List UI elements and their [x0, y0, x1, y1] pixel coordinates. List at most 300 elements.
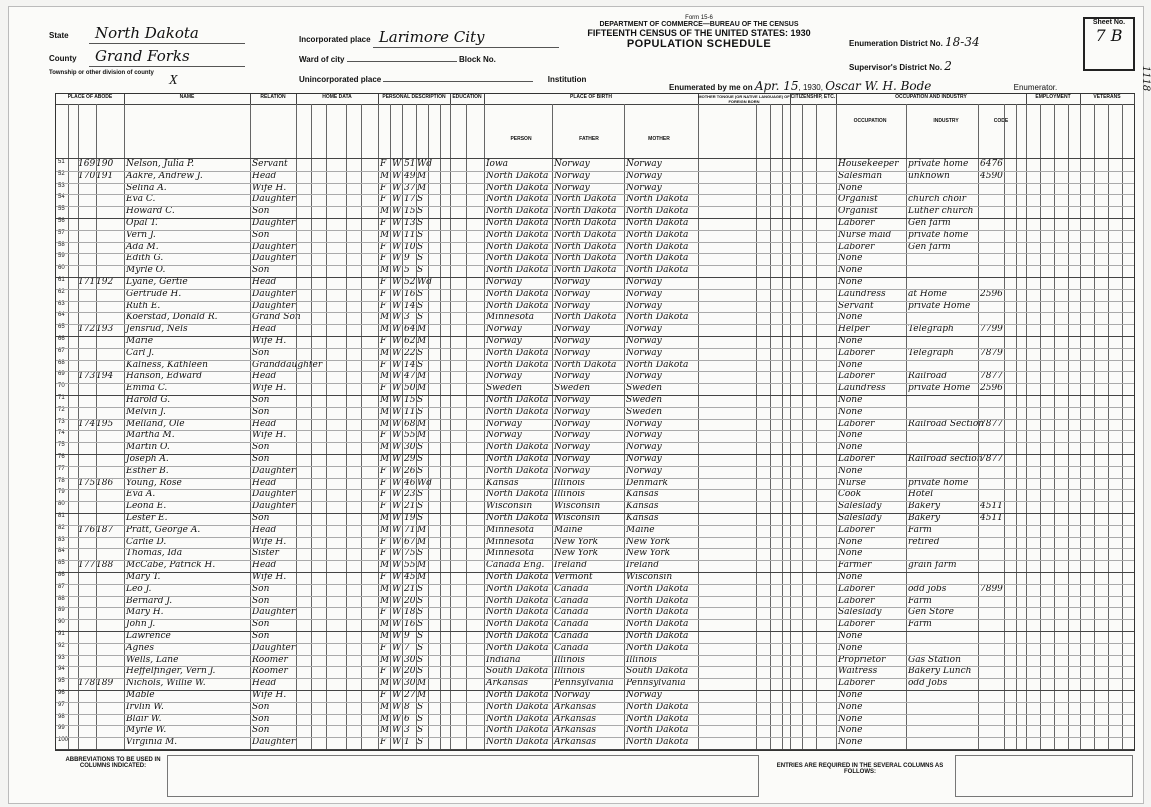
- relation: Grand Son: [252, 312, 301, 323]
- row-rule: [56, 218, 1134, 219]
- column-line: [68, 104, 69, 749]
- line-number: 80: [58, 501, 65, 508]
- race: W: [392, 371, 402, 382]
- sheet-number-box: [1083, 17, 1135, 71]
- sex: F: [380, 572, 387, 582]
- age: 7: [404, 642, 410, 653]
- marital-status: M: [417, 182, 427, 193]
- birthplace-mother: Norway: [626, 690, 662, 700]
- table-row: [56, 349, 1134, 359]
- birthplace-mother: Illinois: [626, 654, 657, 665]
- entries-heading: ENTRIES ARE REQUIRED IN THE SEVERAL COLUMNS AS FOLLOWS:: [776, 763, 944, 775]
- row-rule: [56, 702, 1134, 703]
- birthplace-mother: Ireland: [626, 560, 659, 571]
- birthplace-father: Norway: [554, 395, 590, 405]
- age: 15: [404, 395, 416, 405]
- relation: Daughter: [252, 642, 296, 653]
- birthplace-father: Pennsylvania: [554, 678, 614, 689]
- line-number: 84: [58, 548, 65, 555]
- industry: Bakery: [908, 501, 941, 512]
- birthplace-person: North Dakota: [486, 489, 549, 500]
- birthplace-mother: North Dakota: [626, 725, 689, 736]
- person-name: Blair W.: [126, 713, 162, 724]
- line-number: 88: [58, 595, 65, 602]
- birthplace-father: Illinois: [554, 477, 585, 488]
- row-rule: [56, 572, 1134, 573]
- relation: Head: [252, 371, 277, 382]
- table-row: [56, 620, 1134, 630]
- birthplace-mother: Norway: [626, 430, 662, 441]
- race: W: [392, 312, 402, 323]
- column-line: [978, 104, 979, 749]
- sex: F: [380, 607, 387, 618]
- industry: Farm: [908, 524, 932, 535]
- person-name: Marie: [126, 336, 154, 346]
- marital-status: Wd: [417, 477, 433, 488]
- marital-status: M: [417, 383, 427, 394]
- line-number: 54: [58, 194, 65, 201]
- relation: Daughter: [252, 607, 296, 618]
- family-number: 190: [96, 159, 114, 169]
- person-name: Mary T.: [126, 572, 161, 582]
- column-line: [440, 104, 441, 749]
- race: W: [392, 395, 402, 405]
- family-number: 192: [96, 277, 114, 287]
- dwelling-number: 176: [78, 524, 96, 535]
- birthplace-mother: North Dakota: [626, 312, 689, 323]
- relation: Daughter: [252, 300, 296, 311]
- birthplace-mother: North Dakota: [626, 583, 689, 594]
- entries-box: [955, 755, 1133, 797]
- row-rule: [56, 560, 1134, 561]
- birthplace-mother: New York: [626, 536, 671, 547]
- race: W: [392, 536, 402, 547]
- relation: Roomer: [252, 666, 288, 677]
- row-rule: [56, 348, 1134, 349]
- relation: Granddaughter: [252, 359, 323, 370]
- line-number: 65: [58, 324, 65, 331]
- birthplace-mother: Norway: [626, 347, 662, 358]
- relation: Head: [252, 170, 277, 181]
- relation: Daughter: [252, 253, 296, 264]
- birthplace-person: North Dakota: [486, 595, 549, 606]
- person-name: Edith G.: [126, 253, 164, 264]
- age: 30: [404, 654, 416, 665]
- birthplace-father: North Dakota: [554, 206, 617, 217]
- occupation-code: 7877: [980, 418, 1003, 429]
- line-number: 97: [58, 701, 65, 708]
- sex: M: [380, 442, 390, 453]
- occupation: None: [838, 631, 863, 641]
- relation: Wife H.: [252, 690, 287, 700]
- sex: F: [380, 383, 387, 394]
- birthplace-person: North Dakota: [486, 288, 549, 299]
- state-value: North Dakota: [89, 23, 245, 44]
- group-employment: EMPLOYMENT: [1026, 94, 1081, 105]
- birthplace-person: Norway: [486, 418, 522, 429]
- column-line: [402, 104, 403, 749]
- table-row: [56, 656, 1134, 666]
- occupation: Saleslady: [838, 607, 882, 618]
- marital-status: S: [417, 725, 424, 736]
- birthplace-mother: North Dakota: [626, 642, 689, 653]
- birthplace-person: North Dakota: [486, 442, 549, 453]
- age: 27: [404, 690, 416, 700]
- enum-district-value: 18-34: [945, 35, 980, 49]
- race: W: [392, 265, 402, 276]
- age: 30: [404, 442, 416, 453]
- relation: Son: [252, 454, 270, 464]
- row-rule: [56, 513, 1134, 514]
- birthplace-person: North Dakota: [486, 690, 549, 700]
- row-rule: [56, 607, 1134, 608]
- race: W: [392, 713, 402, 724]
- row-rule: [56, 749, 1134, 750]
- birthplace-father: Wisconsin: [554, 513, 601, 523]
- birthplace-person: North Dakota: [486, 206, 549, 217]
- margin-stamp: 1118: [1140, 65, 1151, 92]
- table-row: [56, 254, 1134, 264]
- county-value: Grand Forks: [89, 46, 245, 67]
- age: 71: [404, 524, 416, 535]
- race: W: [392, 206, 402, 217]
- industry: Railroad section: [908, 454, 983, 464]
- person-name: Mable: [126, 690, 155, 700]
- sex: M: [380, 524, 390, 535]
- row-rule: [56, 596, 1134, 597]
- age: 8: [404, 701, 410, 712]
- birthplace-person: North Dakota: [486, 194, 549, 205]
- relation: Head: [252, 560, 277, 571]
- age: 19: [404, 513, 416, 523]
- birthplace-father: Norway: [554, 336, 590, 346]
- table-row: [56, 703, 1134, 713]
- birthplace-mother: North Dakota: [626, 713, 689, 724]
- schedule-title: POPULATION SCHEDULE: [626, 38, 772, 50]
- table-row: [56, 231, 1134, 241]
- birthplace-mother: Sweden: [626, 406, 663, 417]
- table-row: [56, 443, 1134, 453]
- enumerated-label: Enumerated by me on: [669, 83, 753, 92]
- column-line: [1094, 104, 1095, 749]
- row-rule: [56, 537, 1134, 538]
- birthplace-father: North Dakota: [554, 265, 617, 276]
- birthplace-mother: Norway: [626, 288, 662, 299]
- birthplace-father: Norway: [554, 324, 590, 335]
- person-name: Melland, Ole: [126, 418, 185, 429]
- race: W: [392, 678, 402, 689]
- table-row: [56, 172, 1134, 182]
- age: 11: [404, 229, 416, 240]
- birthplace-person: Minnesota: [486, 548, 535, 559]
- birthplace-person: North Dakota: [486, 513, 549, 523]
- relation: Son: [252, 406, 270, 417]
- birthplace-mother: Sweden: [626, 395, 663, 405]
- birthplace-father: Sweden: [554, 383, 591, 394]
- age: 6: [404, 713, 410, 724]
- table-row: [56, 632, 1134, 642]
- birthplace-father: Canada: [554, 595, 589, 606]
- birthplace-mother: North Dakota: [626, 359, 689, 370]
- dwelling-number: 173: [78, 371, 96, 382]
- marital-status: S: [417, 265, 424, 276]
- occupation: Organist: [838, 206, 878, 217]
- race: W: [392, 300, 402, 311]
- line-number: 69: [58, 371, 65, 378]
- age: 55: [404, 560, 416, 571]
- birthplace-father: Illinois: [554, 489, 585, 500]
- table-row: [56, 644, 1134, 654]
- sex: M: [380, 312, 390, 323]
- birthplace-person: North Dakota: [486, 170, 549, 181]
- occupation-code: 4511: [980, 501, 1003, 512]
- person-name: Jensrud, Nels: [126, 324, 188, 335]
- column-line: [311, 104, 312, 749]
- row-rule: [56, 371, 1134, 372]
- person-name: Esther B.: [126, 465, 169, 476]
- line-number: 76: [58, 454, 65, 460]
- row-rule: [56, 430, 1134, 431]
- col-code: CODE: [993, 118, 1009, 124]
- row-rule: [56, 171, 1134, 172]
- table-row: [56, 679, 1134, 689]
- column-line: [124, 104, 125, 749]
- race: W: [392, 170, 402, 181]
- line-number: 98: [58, 713, 65, 720]
- table-row: [56, 585, 1134, 595]
- row-rule: [56, 737, 1134, 738]
- group-occupation: OCCUPATION AND INDUSTRY: [836, 94, 1027, 105]
- birthplace-father: Norway: [554, 159, 590, 169]
- line-number: 94: [58, 666, 65, 673]
- birthplace-mother: Wisconsin: [626, 572, 673, 582]
- row-rule: [56, 525, 1134, 526]
- birthplace-person: North Dakota: [486, 218, 549, 228]
- column-line: [698, 104, 699, 749]
- person-name: Carlie D.: [126, 536, 167, 547]
- table-row: [56, 290, 1134, 300]
- birthplace-father: Norway: [554, 371, 590, 382]
- industry: Hotel: [908, 489, 934, 500]
- marital-status: S: [417, 442, 424, 453]
- person-name: Harold G.: [126, 395, 171, 405]
- row-rule: [56, 678, 1134, 679]
- birthplace-father: Norway: [554, 347, 590, 358]
- marital-status: S: [417, 489, 424, 500]
- relation: Head: [252, 277, 277, 287]
- group-name: NAME: [124, 94, 251, 105]
- race: W: [392, 406, 402, 417]
- line-number: 53: [58, 182, 65, 189]
- race: W: [392, 631, 402, 641]
- birthplace-father: Norway: [554, 300, 590, 311]
- industry: unknown: [908, 170, 950, 181]
- birthplace-mother: North Dakota: [626, 218, 689, 228]
- occupation-code: 2596: [980, 288, 1003, 299]
- birthplace-person: North Dakota: [486, 300, 549, 311]
- relation: Son: [252, 347, 270, 358]
- birthplace-father: Arkansas: [554, 737, 597, 748]
- age: 46: [404, 477, 416, 488]
- birthplace-father: Illinois: [554, 654, 585, 665]
- column-line: [96, 104, 97, 749]
- relation: Son: [252, 513, 270, 523]
- race: W: [392, 442, 402, 453]
- row-rule: [56, 548, 1134, 549]
- marital-status: M: [417, 430, 427, 441]
- table-row: [56, 160, 1134, 170]
- person-name: Bernard J.: [126, 595, 173, 606]
- occupation-code: 7899: [980, 583, 1003, 594]
- birthplace-mother: North Dakota: [626, 631, 689, 641]
- occupation: Laborer: [838, 347, 875, 358]
- occupation: Laborer: [838, 371, 875, 382]
- marital-status: M: [417, 524, 427, 535]
- relation: Daughter: [252, 465, 296, 476]
- line-number: 85: [58, 560, 65, 567]
- birthplace-mother: Norway: [626, 324, 662, 335]
- marital-status: M: [417, 678, 427, 689]
- row-rule: [56, 395, 1134, 396]
- sex: M: [380, 324, 390, 335]
- birthplace-father: Norway: [554, 170, 590, 181]
- table-row: [56, 431, 1134, 441]
- group-education: EDUCATION: [450, 94, 485, 105]
- race: W: [392, 454, 402, 464]
- table-row: [56, 337, 1134, 347]
- industry: grain farm: [908, 560, 957, 571]
- column-line: [1004, 104, 1005, 749]
- dwelling-number: 171: [78, 277, 96, 287]
- birthplace-person: Wisconsin: [486, 501, 533, 512]
- dwelling-number: 172: [78, 324, 96, 335]
- table-row: [56, 207, 1134, 217]
- person-name: Leo J.: [126, 583, 152, 594]
- marital-status: M: [417, 418, 427, 429]
- marital-status: S: [417, 501, 424, 512]
- relation: Roomer: [252, 654, 288, 665]
- person-name: Carl J.: [126, 347, 155, 358]
- enumerated-date: Apr. 15: [754, 79, 799, 93]
- occupation: Laborer: [838, 583, 875, 594]
- table-row: [56, 361, 1134, 371]
- person-name: Emma C.: [126, 383, 168, 394]
- family-number: 191: [96, 170, 114, 181]
- race: W: [392, 324, 402, 335]
- occupation: Laborer: [838, 524, 875, 535]
- marital-status: S: [417, 701, 424, 712]
- marital-status: S: [417, 229, 424, 240]
- birthplace-person: North Dakota: [486, 583, 549, 594]
- header-rule: [56, 158, 1134, 159]
- family-number: 186: [96, 477, 114, 488]
- race: W: [392, 690, 402, 700]
- group-relation: RELATION: [250, 94, 297, 105]
- sex: F: [380, 536, 387, 547]
- birthplace-person: North Dakota: [486, 347, 549, 358]
- column-line: [802, 104, 803, 749]
- row-rule: [56, 619, 1134, 620]
- person-name: Heffelfinger, Vern J.: [126, 666, 216, 677]
- birthplace-mother: North Dakota: [626, 607, 689, 618]
- age: 17: [404, 194, 416, 205]
- sex: M: [380, 513, 390, 523]
- column-line: [428, 104, 429, 749]
- person-name: Agnes: [126, 642, 155, 653]
- occupation: Nurse: [838, 477, 866, 488]
- relation: Wife H.: [252, 383, 287, 394]
- occupation-code: 7877: [980, 454, 1003, 464]
- birthplace-mother: Norway: [626, 159, 662, 169]
- line-number: 67: [58, 347, 65, 354]
- line-number: 72: [58, 406, 65, 413]
- birthplace-person: Norway: [486, 371, 522, 382]
- age: 21: [404, 583, 416, 594]
- race: W: [392, 430, 402, 441]
- column-line: [624, 104, 625, 749]
- row-rule: [56, 242, 1134, 243]
- race: W: [392, 548, 402, 559]
- occupation: Laborer: [838, 218, 875, 228]
- row-rule: [56, 194, 1134, 195]
- marital-status: S: [417, 737, 424, 748]
- marital-status: M: [417, 536, 427, 547]
- birthplace-person: Norway: [486, 277, 522, 287]
- age: 62: [404, 336, 416, 346]
- birthplace-mother: Kansas: [626, 501, 659, 512]
- line-number: 66: [58, 336, 65, 342]
- marital-status: S: [417, 595, 424, 606]
- line-number: 92: [58, 642, 65, 649]
- marital-status: M: [417, 170, 427, 181]
- relation: Head: [252, 477, 277, 488]
- sex: M: [380, 583, 390, 594]
- relation: Wife H.: [252, 182, 287, 193]
- occupation: Laborer: [838, 241, 875, 252]
- line-number: 60: [58, 265, 65, 272]
- row-rule: [56, 360, 1134, 361]
- age: 5: [404, 265, 410, 276]
- row-rule: [56, 324, 1134, 325]
- industry: private home: [908, 477, 969, 488]
- occupation: Nurse maid: [838, 229, 892, 240]
- sex: F: [380, 182, 387, 193]
- row-rule: [56, 584, 1134, 585]
- sex: M: [380, 229, 390, 240]
- table-row: [56, 597, 1134, 607]
- birthplace-father: Canada: [554, 607, 589, 618]
- occupation: Laborer: [838, 678, 875, 689]
- marital-status: S: [417, 513, 424, 523]
- relation: Son: [252, 206, 270, 217]
- birthplace-person: North Dakota: [486, 454, 549, 464]
- birthplace-person: Norway: [486, 324, 522, 335]
- birthplace-father: Vermont: [554, 572, 593, 582]
- person-name: Lyane, Gertie: [126, 277, 188, 287]
- sex: M: [380, 418, 390, 429]
- birthplace-person: North Dakota: [486, 607, 549, 618]
- age: 23: [404, 489, 416, 500]
- marital-status: S: [417, 454, 424, 464]
- marital-status: M: [417, 572, 427, 582]
- occupation: None: [838, 406, 863, 417]
- person-name: Mary H.: [126, 607, 164, 618]
- sex: F: [380, 690, 387, 700]
- occupation: Salesman: [838, 170, 883, 181]
- relation: Son: [252, 265, 270, 276]
- table-row: [56, 667, 1134, 677]
- column-line: [326, 104, 327, 749]
